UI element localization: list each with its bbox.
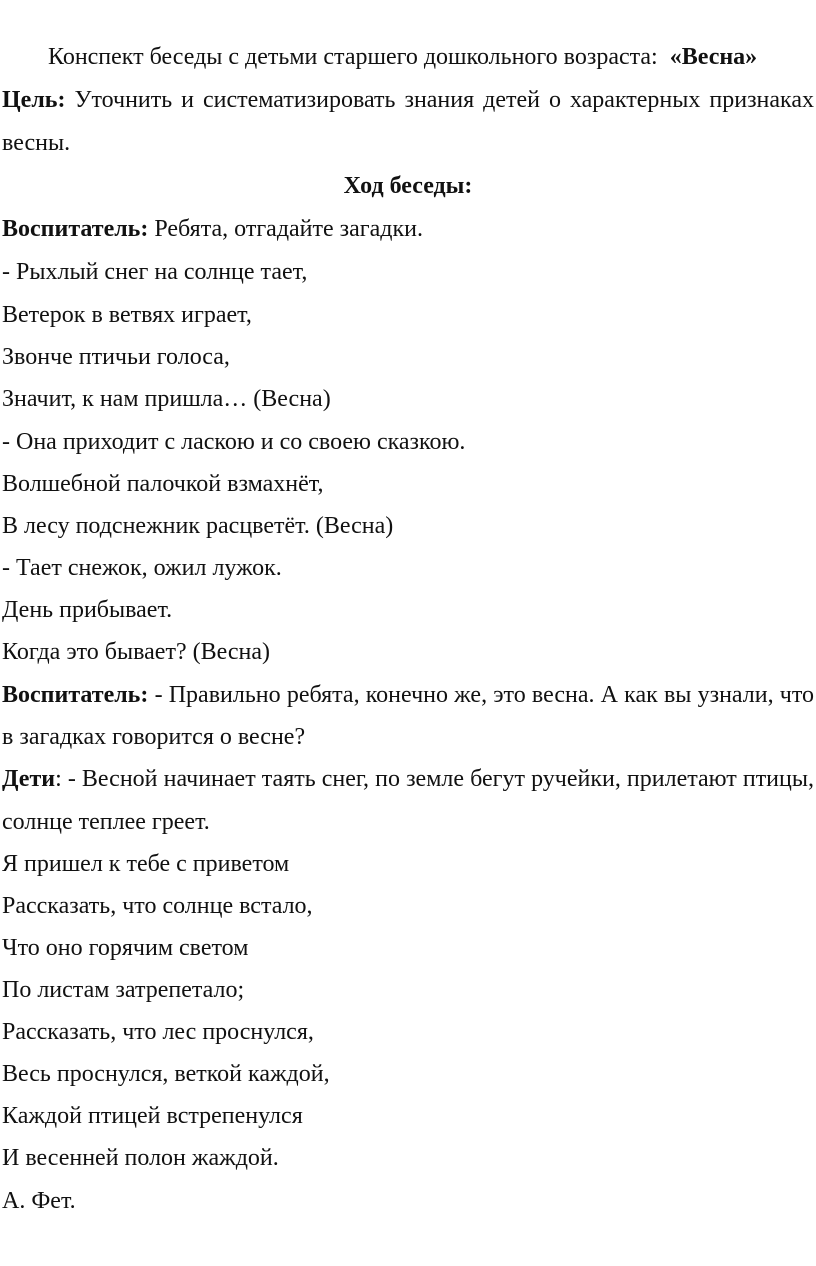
- children-answer-line-2: солнце теплее греет.: [2, 809, 210, 835]
- teacher-intro: [2, 217, 423, 241]
- teacher-intro-text: Ребята, отгадайте загадки.: [154, 216, 424, 242]
- teacher-question-line-1: [2, 683, 814, 707]
- teacher-label: Воспитатель:: [2, 216, 149, 242]
- riddle-line: - Рыхлый снег на солнце тает,: [2, 259, 308, 285]
- riddle-line: Звонче птичьи голоса,: [2, 344, 230, 370]
- poem-line: Весь проснулся, веткой каждой,: [2, 1061, 330, 1087]
- goal-label: Цель:: [2, 87, 66, 113]
- riddle-line: Когда это бывает? (Весна): [2, 639, 270, 665]
- riddle-line: День прибывает.: [2, 597, 173, 623]
- goal-line-1: [2, 88, 814, 112]
- riddle-line: - Тает снежок, ожил лужок.: [2, 555, 282, 581]
- riddle-line: Ветерок в ветвях играет,: [2, 302, 252, 328]
- teacher-question-line-2: в загадках говорится о весне?: [2, 724, 306, 750]
- poem-line: Что оно горячим светом: [2, 935, 249, 961]
- riddle-line: - Она приходит с ласкою и со своею сказкою.: [2, 429, 466, 455]
- section-heading: Ход беседы:: [343, 173, 473, 199]
- poem-author: А. Фет.: [2, 1188, 76, 1214]
- poem-line: Рассказать, что лес проснулся,: [2, 1019, 314, 1045]
- goal-line-2: весны.: [2, 130, 71, 156]
- teacher-question-text-1: - Правильно ребята, конечно же, это весна. А как вы узнали, что: [154, 682, 815, 708]
- poem-line: И весенней полон жаждой.: [2, 1145, 279, 1171]
- riddle-line: Значит, к нам пришла… (Весна): [2, 386, 331, 412]
- poem-line: Я пришел к тебе с приветом: [2, 851, 290, 877]
- riddle-line: Волшебной палочкой взмахнёт,: [2, 471, 324, 497]
- riddle-line: В лесу подснежник расцветёт. (Весна): [2, 513, 394, 539]
- document-title: [48, 45, 757, 69]
- children-answer-line-1: [2, 767, 814, 791]
- goal-text-1: Уточнить и систематизировать знания детей о характерных признаках: [74, 87, 814, 113]
- children-answer-text-1: : - Весной начинает таять снег, по земле бегут ручейки, прилетают птицы,: [55, 766, 814, 792]
- teacher-label: Воспитатель:: [2, 682, 149, 708]
- poem-line: Каждой птицей встрепенулся: [2, 1103, 303, 1129]
- title-topic: «Весна»: [669, 44, 758, 70]
- poem-line: По листам затрепетало;: [2, 977, 245, 1003]
- title-text: Конспект беседы с детьми старшего дошкольного возраста:: [48, 44, 658, 70]
- poem-line: Рассказать, что солнце встало,: [2, 893, 313, 919]
- children-label: Дети: [2, 766, 56, 792]
